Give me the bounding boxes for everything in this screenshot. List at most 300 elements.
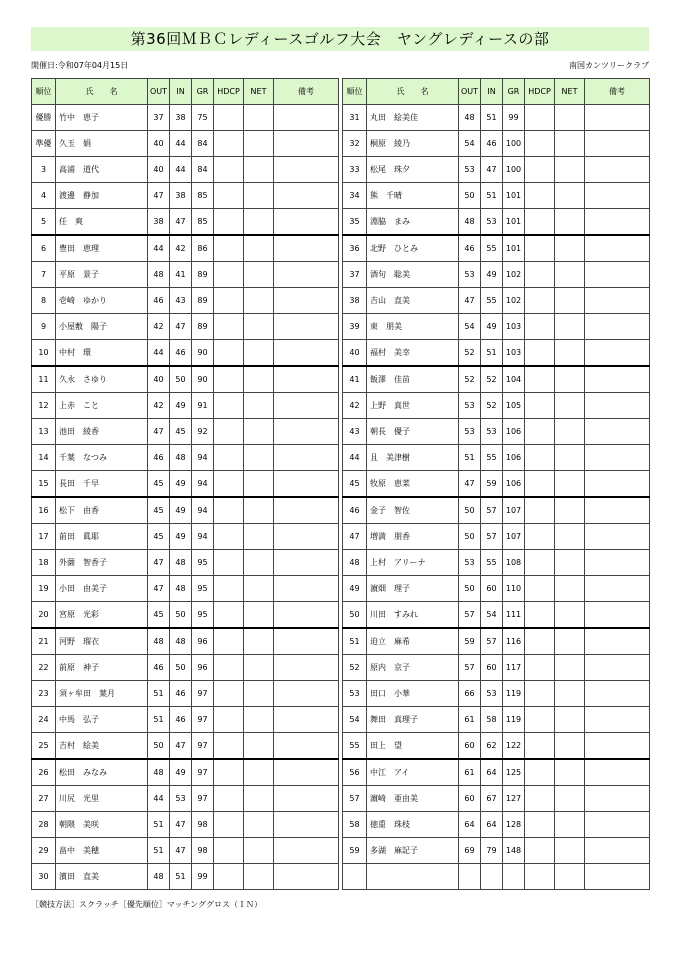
rank-cell: 12 <box>32 393 56 419</box>
hdcp-cell <box>214 524 244 550</box>
out-score-cell: 37 <box>148 105 170 131</box>
note-cell <box>274 235 339 262</box>
player-name-cell: 飯澤 佳苗 <box>367 366 459 393</box>
player-name-cell: 濱田 直美 <box>56 864 148 890</box>
hdcp-cell <box>214 838 244 864</box>
note-cell <box>585 681 650 707</box>
gross-score-cell: 116 <box>503 628 525 655</box>
table-row <box>32 812 339 838</box>
hdcp-cell <box>214 105 244 131</box>
net-cell <box>244 157 274 183</box>
net-cell <box>555 786 585 812</box>
player-name-cell: 千葉 なつみ <box>56 445 148 471</box>
player-name-cell: 酒句 聡美 <box>367 262 459 288</box>
player-name-cell: 北野 ひとみ <box>367 235 459 262</box>
note-cell <box>274 812 339 838</box>
hdcp-cell <box>525 628 555 655</box>
table-row <box>343 602 650 629</box>
rank-cell: 53 <box>343 681 367 707</box>
hdcp-cell <box>214 366 244 393</box>
out-score-cell: 51 <box>148 707 170 733</box>
rank-cell: 40 <box>343 340 367 367</box>
out-score-cell: 50 <box>148 733 170 760</box>
table-row <box>343 759 650 786</box>
note-cell <box>585 602 650 629</box>
gross-score-cell: 94 <box>192 445 214 471</box>
gross-score-cell: 89 <box>192 262 214 288</box>
note-cell <box>585 707 650 733</box>
note-cell <box>274 209 339 236</box>
in-score-cell: 48 <box>170 628 192 655</box>
hdcp-cell <box>214 812 244 838</box>
net-cell <box>244 314 274 340</box>
table-row <box>343 314 650 340</box>
table-row <box>343 105 650 131</box>
hdcp-cell <box>525 602 555 629</box>
out-score-cell <box>459 864 481 890</box>
out-score-cell: 45 <box>148 524 170 550</box>
note-cell <box>274 419 339 445</box>
player-name-cell: 壱崎 ゆかり <box>56 288 148 314</box>
table-row <box>32 157 339 183</box>
out-score-cell: 69 <box>459 838 481 864</box>
note-cell <box>274 497 339 524</box>
note-cell <box>585 366 650 393</box>
note-cell <box>274 786 339 812</box>
net-cell <box>555 131 585 157</box>
hdcp-cell <box>214 628 244 655</box>
player-name-cell: 外薗 智香子 <box>56 550 148 576</box>
header-row <box>343 79 650 105</box>
net-cell <box>244 471 274 498</box>
net-cell <box>244 602 274 629</box>
hdcp-cell <box>214 471 244 498</box>
table-row <box>343 366 650 393</box>
gross-score-cell: 101 <box>503 235 525 262</box>
net-cell <box>555 471 585 498</box>
net-cell <box>555 105 585 131</box>
hdcp-cell <box>525 576 555 602</box>
player-name-cell: 濵畑 理子 <box>367 576 459 602</box>
hdcp-cell <box>525 314 555 340</box>
header-out: OUT <box>459 79 481 105</box>
out-score-cell: 50 <box>459 183 481 209</box>
rank-cell: 45 <box>343 471 367 498</box>
net-cell <box>244 209 274 236</box>
out-score-cell: 51 <box>148 681 170 707</box>
table-row <box>32 497 339 524</box>
note-cell <box>274 340 339 367</box>
in-score-cell: 47 <box>170 812 192 838</box>
player-name-cell: 任 爽 <box>56 209 148 236</box>
note-cell <box>274 864 339 890</box>
out-score-cell: 44 <box>148 786 170 812</box>
table-row <box>343 393 650 419</box>
note-cell <box>585 497 650 524</box>
in-score-cell: 47 <box>481 157 503 183</box>
header-rank: 順位 <box>32 79 56 105</box>
net-cell <box>555 681 585 707</box>
net-cell <box>555 445 585 471</box>
header-out: OUT <box>148 79 170 105</box>
table-row <box>32 786 339 812</box>
note-cell <box>585 393 650 419</box>
table-row <box>343 864 650 890</box>
gross-score-cell: 110 <box>503 576 525 602</box>
rank-cell: 56 <box>343 759 367 786</box>
rank-cell: 48 <box>343 550 367 576</box>
note-cell <box>585 314 650 340</box>
table-row <box>343 340 650 367</box>
in-score-cell: 51 <box>170 864 192 890</box>
rank-cell: 29 <box>32 838 56 864</box>
in-score-cell: 59 <box>481 471 503 498</box>
gross-score-cell: 101 <box>503 209 525 236</box>
net-cell <box>555 550 585 576</box>
gross-score-cell: 84 <box>192 157 214 183</box>
net-cell <box>555 524 585 550</box>
hdcp-cell <box>525 131 555 157</box>
note-cell <box>585 209 650 236</box>
note-cell <box>585 131 650 157</box>
rank-cell <box>343 864 367 890</box>
out-score-cell: 60 <box>459 786 481 812</box>
out-score-cell: 48 <box>148 864 170 890</box>
out-score-cell: 48 <box>459 209 481 236</box>
in-score-cell: 48 <box>170 445 192 471</box>
note-cell <box>274 314 339 340</box>
rank-cell: 15 <box>32 471 56 498</box>
note-cell <box>274 262 339 288</box>
net-cell <box>244 628 274 655</box>
player-name-cell: 徳重 珠枝 <box>367 812 459 838</box>
net-cell <box>555 838 585 864</box>
net-cell <box>555 288 585 314</box>
out-score-cell: 57 <box>459 602 481 629</box>
gross-score-cell: 89 <box>192 288 214 314</box>
player-name-cell: 中江 アイ <box>367 759 459 786</box>
in-score-cell: 60 <box>481 655 503 681</box>
gross-score-cell: 106 <box>503 471 525 498</box>
rank-cell: 7 <box>32 262 56 288</box>
in-score-cell: 46 <box>481 131 503 157</box>
gross-score-cell: 100 <box>503 131 525 157</box>
header-note: 備考 <box>585 79 650 105</box>
hdcp-cell <box>525 235 555 262</box>
out-score-cell: 57 <box>459 655 481 681</box>
player-name-cell: 田上 望 <box>367 733 459 760</box>
player-name-cell: 竹中 恵子 <box>56 105 148 131</box>
in-score-cell: 51 <box>481 105 503 131</box>
net-cell <box>244 340 274 367</box>
rank-cell: 44 <box>343 445 367 471</box>
gross-score-cell: 102 <box>503 262 525 288</box>
gross-score-cell <box>503 864 525 890</box>
rank-cell: 11 <box>32 366 56 393</box>
player-name-cell: 松下 由香 <box>56 497 148 524</box>
table-row <box>343 733 650 760</box>
player-name-cell: 高浦 道代 <box>56 157 148 183</box>
net-cell <box>555 393 585 419</box>
table-row <box>343 550 650 576</box>
net-cell <box>244 288 274 314</box>
net-cell <box>244 262 274 288</box>
player-name-cell: 濵崎 亜由美 <box>367 786 459 812</box>
net-cell <box>555 628 585 655</box>
header-hdcp: HDCP <box>214 79 244 105</box>
player-name-cell: 小屋敷 陽子 <box>56 314 148 340</box>
out-score-cell: 48 <box>459 105 481 131</box>
note-cell <box>585 576 650 602</box>
rank-cell: 46 <box>343 497 367 524</box>
gross-score-cell: 99 <box>192 864 214 890</box>
gross-score-cell: 117 <box>503 655 525 681</box>
player-name-cell: 淵脇 まみ <box>367 209 459 236</box>
in-score-cell: 55 <box>481 550 503 576</box>
hdcp-cell <box>214 681 244 707</box>
in-score-cell: 46 <box>170 681 192 707</box>
net-cell <box>244 655 274 681</box>
results-table-left <box>31 78 339 890</box>
net-cell <box>244 131 274 157</box>
hdcp-cell <box>525 681 555 707</box>
table-row <box>32 838 339 864</box>
out-score-cell: 53 <box>459 419 481 445</box>
rank-cell: 24 <box>32 707 56 733</box>
in-score-cell: 58 <box>481 707 503 733</box>
net-cell <box>555 812 585 838</box>
rank-cell: 37 <box>343 262 367 288</box>
net-cell <box>244 759 274 786</box>
note-cell <box>585 157 650 183</box>
player-name-cell: 熊 千晴 <box>367 183 459 209</box>
rank-cell: 17 <box>32 524 56 550</box>
in-score-cell: 47 <box>170 733 192 760</box>
net-cell <box>555 733 585 760</box>
rank-cell: 43 <box>343 419 367 445</box>
out-score-cell: 53 <box>459 157 481 183</box>
note-cell <box>274 602 339 629</box>
in-score-cell: 52 <box>481 393 503 419</box>
player-name-cell: 松尾 珠夕 <box>367 157 459 183</box>
in-score-cell: 41 <box>170 262 192 288</box>
net-cell <box>555 759 585 786</box>
rank-cell: 55 <box>343 733 367 760</box>
in-score-cell: 49 <box>481 262 503 288</box>
player-name-cell: 池田 綾香 <box>56 419 148 445</box>
in-score-cell: 47 <box>170 314 192 340</box>
gross-score-cell: 97 <box>192 786 214 812</box>
header-net: NET <box>555 79 585 105</box>
hdcp-cell <box>214 393 244 419</box>
gross-score-cell: 105 <box>503 393 525 419</box>
hdcp-cell <box>214 262 244 288</box>
net-cell <box>244 235 274 262</box>
out-score-cell: 47 <box>148 576 170 602</box>
hdcp-cell <box>525 262 555 288</box>
table-row <box>343 576 650 602</box>
out-score-cell: 46 <box>459 235 481 262</box>
rank-cell: 16 <box>32 497 56 524</box>
out-score-cell: 40 <box>148 131 170 157</box>
table-row <box>32 262 339 288</box>
note-cell <box>274 628 339 655</box>
gross-score-cell: 94 <box>192 524 214 550</box>
table-row <box>343 812 650 838</box>
hdcp-cell <box>214 864 244 890</box>
note-cell <box>274 157 339 183</box>
in-score-cell: 60 <box>481 576 503 602</box>
hdcp-cell <box>525 864 555 890</box>
table-row <box>32 393 339 419</box>
results-body-right <box>343 105 650 890</box>
net-cell <box>555 602 585 629</box>
note-cell <box>585 812 650 838</box>
out-score-cell: 50 <box>459 497 481 524</box>
player-name-cell: 迫立 麻希 <box>367 628 459 655</box>
gross-score-cell: 97 <box>192 733 214 760</box>
rank-cell: 5 <box>32 209 56 236</box>
net-cell <box>244 786 274 812</box>
note-cell <box>274 838 339 864</box>
player-name-cell: 前原 神子 <box>56 655 148 681</box>
table-row <box>32 707 339 733</box>
in-score-cell: 53 <box>170 786 192 812</box>
rank-cell: 27 <box>32 786 56 812</box>
in-score-cell: 67 <box>481 786 503 812</box>
rank-cell: 準優 <box>32 131 56 157</box>
player-name-cell: 川尻 光里 <box>56 786 148 812</box>
player-name-cell: 金子 智佐 <box>367 497 459 524</box>
out-score-cell: 44 <box>148 235 170 262</box>
table-row <box>343 131 650 157</box>
hdcp-cell <box>525 288 555 314</box>
note-cell <box>274 288 339 314</box>
hdcp-cell <box>214 340 244 367</box>
out-score-cell: 53 <box>459 550 481 576</box>
header-in: IN <box>170 79 192 105</box>
net-cell <box>244 681 274 707</box>
gross-score-cell: 96 <box>192 628 214 655</box>
note-cell <box>585 471 650 498</box>
table-row <box>343 235 650 262</box>
in-score-cell: 52 <box>481 366 503 393</box>
note-cell <box>585 262 650 288</box>
out-score-cell: 51 <box>148 812 170 838</box>
hdcp-cell <box>525 733 555 760</box>
out-score-cell: 40 <box>148 157 170 183</box>
note-cell <box>585 628 650 655</box>
in-score-cell: 51 <box>481 183 503 209</box>
in-score-cell: 79 <box>481 838 503 864</box>
hdcp-cell <box>525 497 555 524</box>
player-name-cell: 福村 美幸 <box>367 340 459 367</box>
gross-score-cell: 85 <box>192 183 214 209</box>
rank-cell: 41 <box>343 366 367 393</box>
note-cell <box>585 864 650 890</box>
net-cell <box>555 209 585 236</box>
gross-score-cell: 95 <box>192 602 214 629</box>
gross-score-cell: 89 <box>192 314 214 340</box>
table-row <box>32 314 339 340</box>
rank-cell: 23 <box>32 681 56 707</box>
player-name-cell: 且 美津樹 <box>367 445 459 471</box>
rank-cell: 42 <box>343 393 367 419</box>
in-score-cell: 48 <box>170 576 192 602</box>
rank-cell: 59 <box>343 838 367 864</box>
in-score-cell: 51 <box>481 340 503 367</box>
table-row <box>343 157 650 183</box>
out-score-cell: 42 <box>148 314 170 340</box>
note-cell <box>274 681 339 707</box>
in-score-cell: 64 <box>481 759 503 786</box>
rank-cell: 34 <box>343 183 367 209</box>
player-name-cell: 河野 瑠衣 <box>56 628 148 655</box>
in-score-cell: 49 <box>170 497 192 524</box>
hdcp-cell <box>525 786 555 812</box>
hdcp-cell <box>525 105 555 131</box>
out-score-cell: 48 <box>148 759 170 786</box>
net-cell <box>555 497 585 524</box>
table-row <box>343 838 650 864</box>
hdcp-cell <box>525 393 555 419</box>
in-score-cell: 57 <box>481 497 503 524</box>
note-cell <box>274 393 339 419</box>
rank-cell: 57 <box>343 786 367 812</box>
player-name-cell: 久永 さゆり <box>56 366 148 393</box>
rank-cell: 8 <box>32 288 56 314</box>
table-row <box>343 786 650 812</box>
gross-score-cell: 97 <box>192 759 214 786</box>
net-cell <box>244 419 274 445</box>
out-score-cell: 38 <box>148 209 170 236</box>
table-row <box>343 445 650 471</box>
net-cell <box>555 419 585 445</box>
gross-score-cell: 97 <box>192 707 214 733</box>
in-score-cell: 49 <box>170 471 192 498</box>
table-row <box>32 445 339 471</box>
hdcp-cell <box>525 209 555 236</box>
note-cell <box>274 655 339 681</box>
table-row <box>32 628 339 655</box>
player-name-cell: 原内 京子 <box>367 655 459 681</box>
rank-cell: 26 <box>32 759 56 786</box>
table-row <box>32 288 339 314</box>
in-score-cell: 53 <box>481 419 503 445</box>
hdcp-cell <box>214 497 244 524</box>
hdcp-cell <box>214 445 244 471</box>
competition-rules-note: ［競技方法］スクラッチ［優先順位］マッチンググロス（ＩＮ） <box>31 900 262 909</box>
gross-score-cell: 75 <box>192 105 214 131</box>
note-cell <box>585 550 650 576</box>
rank-cell: 49 <box>343 576 367 602</box>
in-score-cell: 53 <box>481 209 503 236</box>
hdcp-cell <box>525 524 555 550</box>
table-row <box>343 655 650 681</box>
net-cell <box>555 157 585 183</box>
player-name-cell: 松田 みなみ <box>56 759 148 786</box>
table-row <box>32 524 339 550</box>
rank-cell: 54 <box>343 707 367 733</box>
gross-score-cell: 103 <box>503 340 525 367</box>
note-cell <box>585 183 650 209</box>
player-name-cell: 渡邊 静加 <box>56 183 148 209</box>
rank-cell: 32 <box>343 131 367 157</box>
rank-cell: 3 <box>32 157 56 183</box>
player-name-cell: 吉村 絵美 <box>56 733 148 760</box>
net-cell <box>244 812 274 838</box>
hdcp-cell <box>525 707 555 733</box>
